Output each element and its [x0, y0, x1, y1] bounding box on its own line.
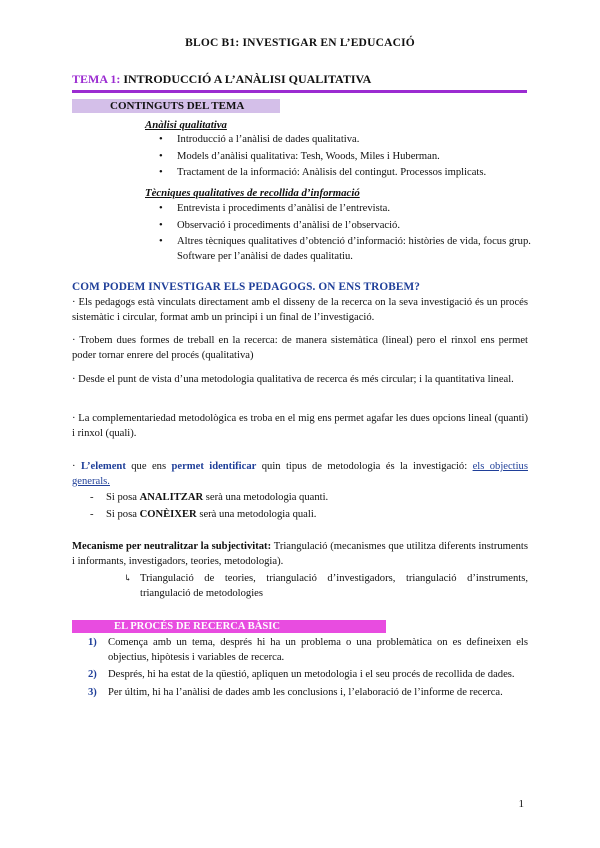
list-item: • Tractament de la informació: Anàlisis del contingut. Processos implicats.	[155, 166, 535, 181]
list-item	[88, 636, 528, 665]
list-item	[88, 686, 528, 701]
topic-title: INTRODUCCIÓ A L’ANÀLISI QUALITATIVA	[123, 72, 372, 86]
list-item: • Models d’anàlisi qualitativa: Tesh, Woods, Miles i Huberman.	[155, 150, 535, 165]
p5-bold-element: L’element	[80, 461, 126, 472]
step-text: Després, hi ha estat de la qüestió, apliquen un metodologia i el seu procés de recollida de dades.	[108, 669, 515, 681]
list-item	[88, 508, 328, 523]
process-steps-list	[88, 636, 528, 703]
topic-number: TEMA 1:	[72, 72, 121, 86]
triangulation-text: Triangulació de teories, triangulació d’investigadors, triangulació d’instruments, triangulació de metodologies	[140, 573, 528, 599]
p5-text-2: quin tipus de metodologia és la investigació:	[256, 461, 473, 472]
document-title: BLOC B1: INVESTIGAR EN L’EDUCACIÓ	[185, 37, 415, 49]
section1-heading: COM PODEM INVESTIGAR ELS PEDAGOGS. ON ENS TROBEM?	[72, 281, 421, 293]
contents-group1-list	[155, 133, 535, 183]
list-item: • Introducció a l’anàlisi de dades qualitativa.	[155, 133, 535, 148]
section2-heading	[72, 620, 386, 633]
list-item: • Altres tècniques qualitatives d’obtenció d’informació: històries de vida, focus grup. Software per l’anàlisi de dades qualitatiu.	[155, 235, 560, 264]
contents-heading	[72, 99, 280, 113]
paragraph-3: · Desde el punt de vista d’una metodologia qualitativa de recerca és més circular; i la quantitativa lineal.	[72, 374, 514, 385]
paragraph-4: · La complementariedad metodològica es troba en el mig ens permet agafar les dues opcions lineal (quanti) i rinxol (quali).	[72, 413, 528, 439]
list-item: • Observació i procediments d’anàlisi de l’observació.	[155, 219, 560, 234]
section2-heading-label: EL PROCÉS DE RECERCA BÀSIC	[114, 621, 281, 632]
list-item	[88, 491, 328, 506]
objectives-link[interactable]: els objectius generals.	[72, 461, 528, 487]
paragraph-1: · Els pedagogs està vinculats directament amb el disseny de la recerca on la seva investigació és un procés sistemàtic i circular, format amb un principi i un final de l’investigació.	[72, 297, 528, 323]
dash-text: serà una metodologia quanti.	[203, 492, 329, 503]
list-item	[88, 668, 528, 683]
dash-text: serà una metodologia quali.	[196, 508, 317, 520]
p5-text-1: que ens	[125, 461, 172, 472]
mechanism-paragraph	[72, 540, 528, 569]
contents-group2-title: Tècniques qualitatives de recollida d’informació	[145, 187, 360, 199]
contents-group2-list	[155, 202, 560, 266]
contents-heading-label: CONTINGUTS DEL TEMA	[110, 100, 245, 112]
arrow-icon: ↳	[124, 573, 132, 583]
p5-prefix: ·	[72, 461, 81, 472]
topic-heading	[72, 71, 527, 93]
page-number: 1	[518, 798, 524, 810]
paragraph-5	[72, 460, 528, 489]
dash-bold: ANALITZAR	[139, 492, 204, 503]
methodology-dash-list	[88, 491, 328, 524]
step-text: Comença amb un tema, després hi ha un problema o una problemàtica on es defineixen els objectius, hipòtesis i variables de recerca.	[108, 637, 528, 663]
p5-bold-identify: permet identificar	[171, 461, 257, 472]
step-number: 1)	[88, 637, 97, 648]
list-item: • Entrevista i procediments d’anàlisi de l’entrevista.	[155, 202, 560, 217]
dash-bold: CONÈIXER	[139, 508, 197, 520]
step-text: Per últim, hi ha l’anàlisi de dades amb les conclusions i, l’elaboració de l’informe de recerca.	[108, 686, 503, 698]
step-number: 2)	[88, 669, 97, 681]
paragraph-2: · Trobem dues formes de treball en la recerca: de manera sistemàtica (lineal) pero el rinxol ens permet poder tornar enrere del procés (qualitativa)	[72, 335, 528, 361]
step-number: 3)	[88, 686, 97, 698]
contents-group1-title: Anàlisi qualitativa	[145, 119, 227, 131]
dash-text: Si posa	[106, 492, 140, 503]
mechanism-bold: Mecanisme per neutralitzar la subjectivitat:	[72, 541, 272, 552]
dash-text: Si posa	[106, 508, 140, 520]
mechanism-text: Triangulació (mecanismes que utilitza diferents instruments i informants, investigadors, teories, metodologia).	[72, 541, 528, 567]
triangulation-item	[124, 572, 528, 601]
